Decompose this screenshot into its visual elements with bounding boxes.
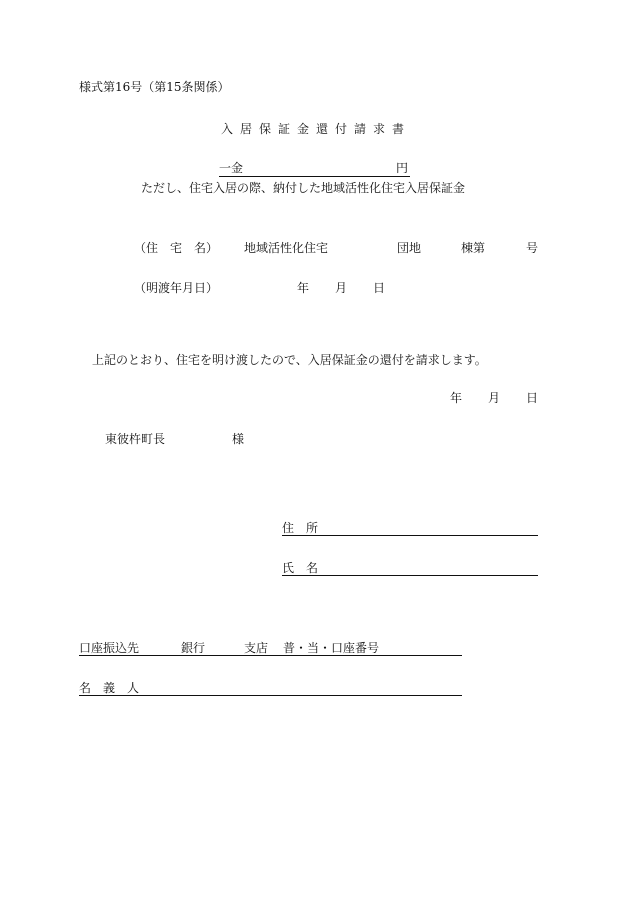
- housing-label: （住 宅 名）: [134, 241, 219, 255]
- request-date-year: 年: [450, 391, 463, 405]
- request-statement: 上記のとおり、住宅を明け渡したので、入居保証金の還付を請求します。: [92, 353, 487, 367]
- name-label: 氏 名: [282, 561, 319, 575]
- housing-number: 号: [526, 241, 539, 255]
- addressee-honorific: 様: [232, 432, 245, 446]
- address-label: 住 所: [282, 521, 319, 535]
- account-type-label: 普・当・口座番号: [283, 641, 380, 655]
- amount-field[interactable]: [219, 161, 410, 177]
- amount-prefix: 一金: [219, 161, 244, 175]
- address-field[interactable]: [282, 521, 538, 536]
- vacate-date-month: 月: [335, 281, 348, 295]
- amount-unit: 円: [396, 161, 409, 175]
- housing-name: 地域活性化住宅: [244, 241, 329, 255]
- request-date-day: 日: [526, 391, 539, 405]
- request-date-month: 月: [488, 391, 501, 405]
- form-title: 入居保証金還付請求書: [221, 122, 412, 136]
- name-field[interactable]: [282, 561, 538, 576]
- vacate-date-label: （明渡年月日）: [134, 281, 219, 295]
- branch-suffix: 支店: [244, 641, 269, 655]
- housing-building: 棟第: [461, 241, 486, 255]
- bank-name-suffix: 銀行: [181, 641, 206, 655]
- vacate-date-year: 年: [297, 281, 310, 295]
- addressee-name: 東彼杵町長: [105, 432, 166, 446]
- housing-danchi: 団地: [397, 241, 422, 255]
- vacate-date-day: 日: [373, 281, 386, 295]
- bank-transfer-label: 口座振込先: [79, 641, 140, 655]
- amount-description: ただし、住宅入居の際、納付した地域活性化住宅入居保証金: [141, 181, 466, 195]
- form-number: 様式第16号（第15条関係）: [79, 80, 230, 94]
- account-holder-label: 名 義 人: [79, 681, 140, 695]
